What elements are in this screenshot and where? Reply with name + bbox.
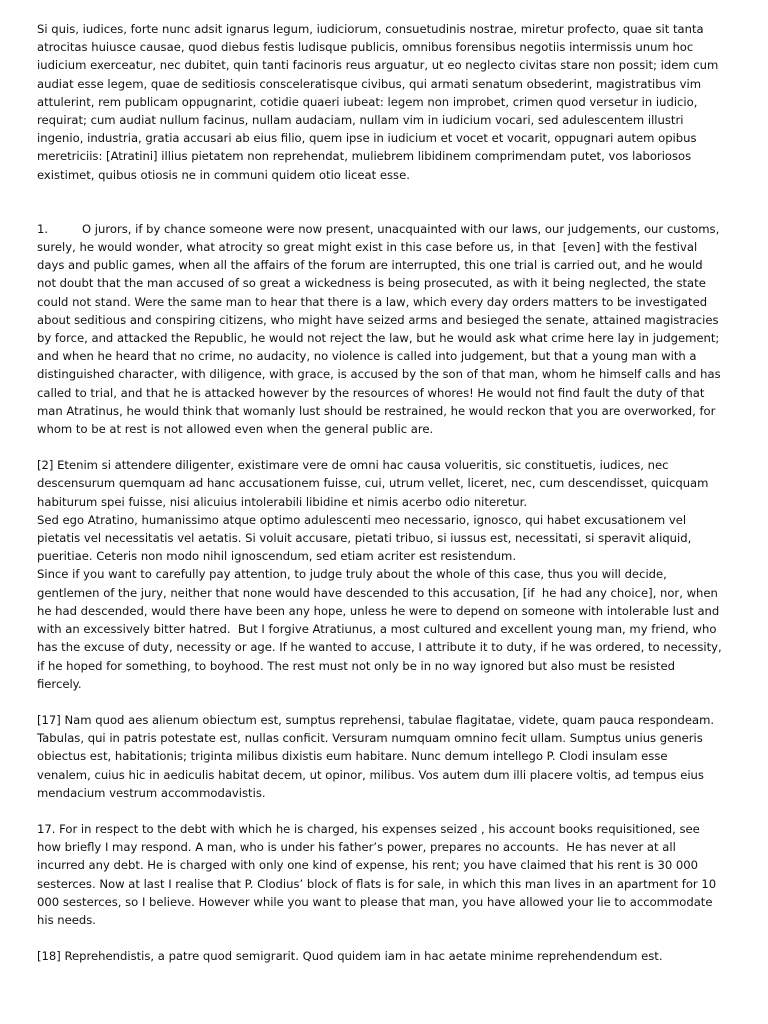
english-paragraph-2: Since if you want to carefully pay attention, to judge truly about the whole of this case, thus you will decide, gentlemen of the jury, neither that none would have descended to this accusation, [if he had any choice], nor, when he had descended, would there have been any hope, unless he were to depend on someone with intolerable lust and with an excessively bitter hatred. But I forgive Atratiunus, a most cultured and excellent young man, my friend, who has the excuse of duty, necessity or age. If he wanted to accuse, I attribute it to duty, if he was ordered, to necessity, if he hoped for something, to boyhood. The rest must not only be in no way ignored but also must be resisted fiercely. bbox=[37, 567, 726, 691]
english-paragraph-17: 17. For in respect to the debt with which he is charged, his expenses seized , his account books requisitioned, see how briefly I may respond. A man, who is under his father’s power, prepares no accounts. He has never at all incurred any debt. He is charged with only one kind of expense, his rent; you have claimed that his rent is 30 000 sesterces. Now at last I realise that P. Clodius’ block of flats is for sale, in which this man lives in an apartment for 10 000 sesterces, so I believe. However while you want to please that man, you have allowed your lie to accommodate his needs. bbox=[37, 821, 720, 927]
latin-paragraph-17: [17] Nam quod aes alienum obiectum est, sumptus reprehensi, tabulae flagitatae, videte, quam pauca respondeam. Tabulas, qui in patris potestate est, nullas conficit. Versuram numquam omnino fecit ullam. Sumptus unius generis obiectus est, habitationis; triginta milibus dixistis eum habitare. Nunc demum intellego P. Clodi insulam esse venalem, cuius hic in aediculis habitat decem, ut opinor, milibus. Vos autem dum illi placere voltis, ad tempus eius mendacium vestrum accommodavistis. bbox=[37, 712, 718, 800]
document-page bbox=[37, 20, 726, 965]
latin-paragraph-18: [18] Reprehendistis, a patre quod semigrarit. Quod quidem iam in hac aetate minime reprehendendum est. bbox=[37, 949, 663, 964]
latin-paragraph-2a: [2] Etenim si attendere diligenter, existimare vere de omni hac causa volueritis, sic constituetis, iudices, nec descensurum quemquam ad hanc accusationem fuisse, cui, utrum vellet, liceret, nec, cum descendisset, quicquam habiturum spei fuisse, nisi alicuius intolerabili libidine et nimis acerbo odio niteretur. bbox=[37, 458, 713, 509]
paragraph-number: 1. bbox=[37, 221, 49, 236]
latin-intro-paragraph: Si quis, iudices, forte nunc adsit ignarus legum, iudiciorum, consuetudinis nostrae, miretur profecto, quae sit tanta atrocitas huiusce causae, quod diebus festis ludisque publicis, omnibus forensibus negotiis intermissis unum hoc iudicium exerceatur, nec dubitet, quin tanti facinoris reus arguatur, ut eo neglecto civitas stare non possit; idem cum audiat esse legem, quae de seditiosis consceleratisque civibus, qui armati senatum obsederint, magistratibus vim attulerint, rem publicam oppugnarint, cotidie quaeri iubeat: legem non improbet, crimen quod versetur in iudicio, requirat; cum audiat nullum facinus, nullam audaciam, nullam vim in iudicium vocari, sed adulescentem illustri ingenio, industria, gratia accusari ab eius filio, quem ipse in iudicium et vocet et vocarit, oppugnari autem opibus meretriciis: [Atratini] illius pietatem non reprehendat, muliebrem libidinem comprimendam putet, vos laboriosos existimet, quibus otiosis ne in communi quidem otio liceat esse. bbox=[37, 22, 723, 182]
english-paragraph-1 bbox=[37, 220, 723, 438]
latin-paragraph-2b: Sed ego Atratino, humanissimo atque optimo adulescenti meo necessario, ignosco, qui habet excusationem vel pietatis vel necessitatis vel aetatis. Si voluit accusare, pietati tribuo, si iussus est, necessitati, si speravit aliquid, pueritiae. Ceteris non modo nihil ignoscendum, sed etiam acriter est resistendum. bbox=[37, 512, 695, 564]
english-paragraph-1-text: O jurors, if by chance someone were now present, unacquainted with our laws, our judgements, our customs, surely, he would wonder, what atrocity so great might exist in this case before us, in that [even] with the festival days and public games, when all the affairs of the forum are interrupted, this one trial is carried out, and he would not doubt that the man accused of so great a wickedness is being prosecuted, as with it being neglected, the state could not stand. Were the same man to hear that there is a law, which every day orders matters to be investigated about seditious and conspiring citizens, who might have seized arms and besieged the senate, attained magistracies by force, and attacked the Republic, he would not reject the law, but he would ask what crime here lay in judgement; and when he heard that no crime, no audacity, no violence is called into judgement, but that a young man with a distinguished character, with diligence, with grace, is accused by the son of that man, whom he himself calls and has called to trial, and that he is attacked however by the resources of whores! He would not find fault the duty of that man Atratinus, he would think that womanly lust should be restrained, he would reckon that you are overworked, for whom to be at rest is not allowed even when the general public are. bbox=[37, 221, 725, 437]
